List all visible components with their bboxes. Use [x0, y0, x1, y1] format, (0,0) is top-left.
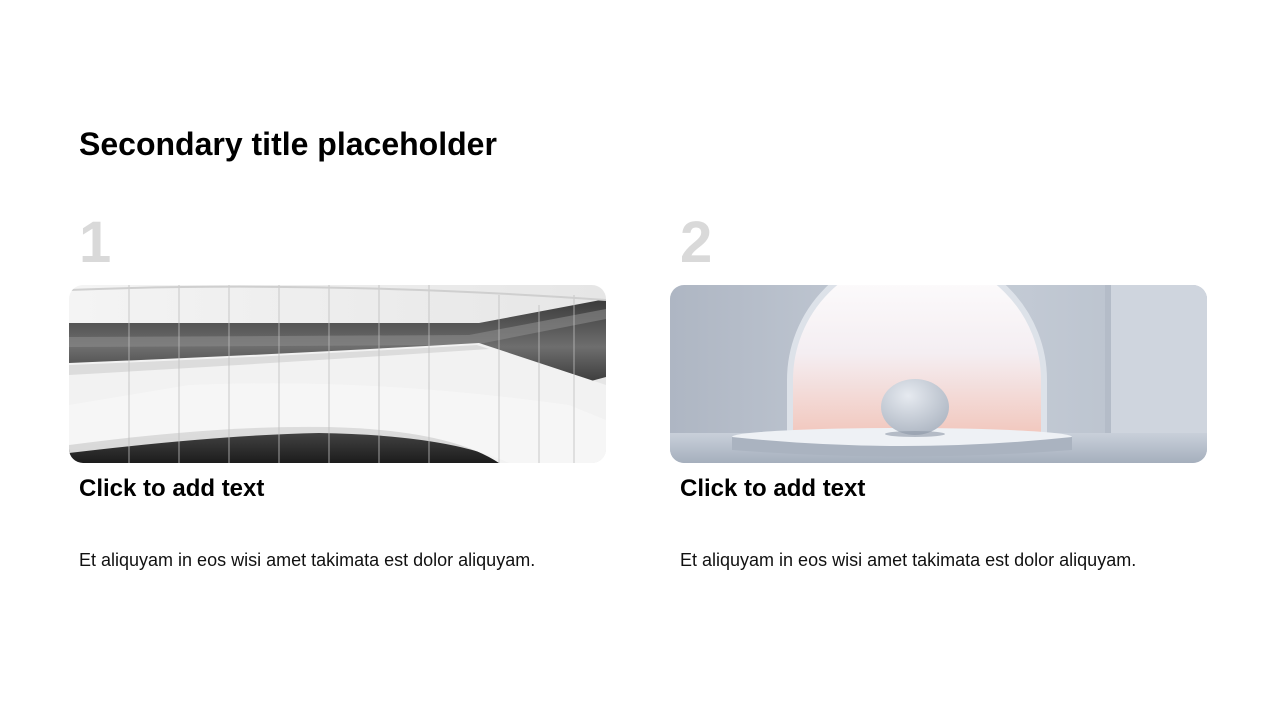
card-heading[interactable]: Click to add text: [79, 475, 265, 502]
card-body-text[interactable]: Et aliquyam in eos wisi amet takimata est dolor aliquyam.: [680, 550, 1137, 570]
architecture-photo[interactable]: [69, 285, 606, 463]
slide-title[interactable]: Secondary title placeholder: [79, 126, 497, 162]
arch-sphere-photo-graphic: [670, 285, 1207, 463]
card-heading[interactable]: Click to add text: [680, 475, 866, 502]
card-number: 2: [680, 210, 713, 275]
card-1: [69, 210, 606, 590]
card-number: 1: [79, 210, 112, 275]
card-body-text[interactable]: Et aliquyam in eos wisi amet takimata est dolor aliquyam.: [79, 550, 536, 570]
arch-sphere-photo[interactable]: [670, 285, 1207, 463]
card-2: [670, 210, 1207, 590]
architecture-photo-graphic: [69, 285, 606, 463]
